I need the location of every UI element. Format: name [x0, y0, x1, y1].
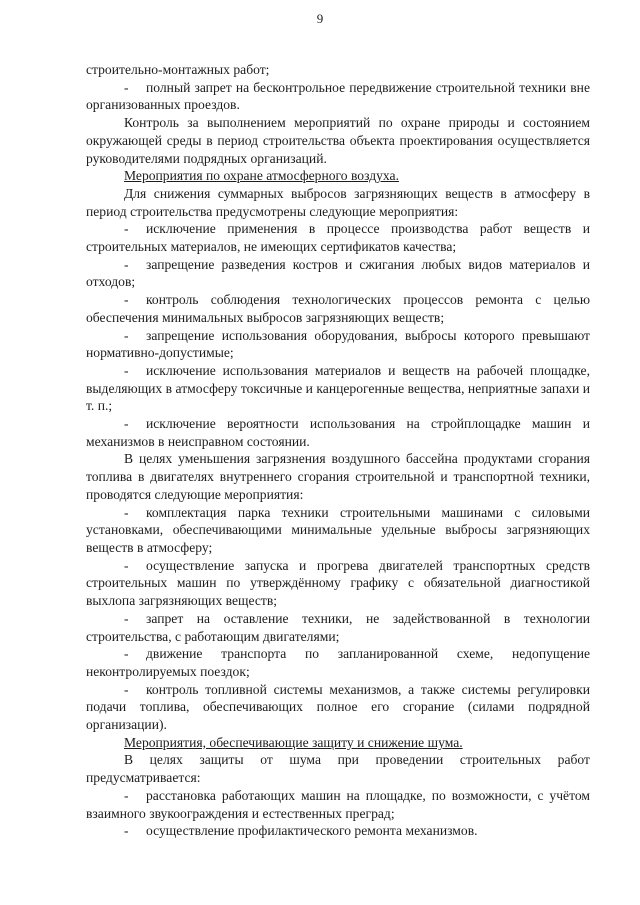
bullet-text: осуществление профилактического ремонта механизмов. [146, 823, 478, 839]
bullet-item [86, 822, 590, 840]
bullet-text: движение транспорта по запланированной схеме, недопущение неконтролируемых поездок; [86, 646, 590, 679]
body-text [86, 61, 590, 840]
bullet-item [86, 362, 590, 415]
bullet-text: исключение применения в процессе производства работ веществ и строительных материалов, не имеющих сертификатов качества; [86, 221, 590, 255]
bullet-item [86, 557, 590, 610]
dash-marker: - [124, 221, 129, 237]
dash-marker: - [124, 256, 129, 272]
section-heading-noise [86, 734, 590, 752]
section-heading-air [86, 167, 590, 185]
dash-marker: - [124, 79, 129, 95]
bullet-text: запрет на оставление техники, не задействованной в технологии строительства, с работающим двигателями; [86, 610, 590, 644]
bullet-item [86, 291, 590, 326]
paragraph-noise-intro: В целях защиты от шума при проведении строительных работ предусматривается: [86, 752, 590, 786]
bullet-text: исключение вероятности использования на стройплощадке машин и механизмов в неисправном состоянии. [86, 416, 590, 449]
bullet-item [86, 681, 590, 734]
dash-marker: - [124, 557, 129, 573]
bullet-text: запрещение разведения костров и сжигания любых видов материалов и отходов; [86, 256, 590, 290]
bullet-text: исключение использования материалов и веществ на рабочей площадке, выделяющих в атмосферу токсичные и канцерогенные вещества, неприятные запахи и т. п.; [86, 362, 590, 414]
bullet-item [86, 220, 590, 255]
dash-marker: - [124, 681, 129, 697]
paragraph-control: Контроль за выполнением мероприятий по охране природы и состоянием окружающей среды в период строительства объекта проектирования осуществляется руководителями подрядных организаций. [86, 115, 590, 166]
section-heading-air-text: Мероприятия по охране атмосферного воздуха. [124, 168, 399, 184]
dash-marker: - [124, 610, 129, 626]
dash-marker: - [124, 504, 129, 520]
dash-marker: - [124, 327, 129, 343]
page-number: 9 [316, 11, 324, 26]
bullet-text: комплектация парка техники строительными машинами с силовыми установками, обеспечивающими минимальные удельные выбросы загрязняющих веществ в атмосферу; [86, 504, 590, 555]
bullet-item [86, 610, 590, 645]
paragraph-continuation: строительно-монтажных работ; [86, 62, 270, 77]
bullet-text: полный запрет на бесконтрольное передвижение строительной техники вне организованных проездов. [86, 79, 590, 113]
bullet-item [86, 256, 590, 291]
paragraph-air-intro: Для снижения суммарных выбросов загрязняющих веществ в атмосферу в период строительства предусмотрены следующие мероприятия: [86, 185, 590, 219]
dash-marker: - [124, 416, 129, 432]
dash-marker: - [124, 362, 129, 378]
dash-marker: - [124, 823, 129, 839]
bullet-text: расстановка работающих машин на площадке, по возможности, с учётом взаимного звукоограждения и естественных преград; [86, 787, 590, 821]
bullet-item [86, 79, 590, 114]
bullet-item [86, 327, 590, 362]
dash-marker: - [124, 646, 129, 662]
bullet-item [86, 787, 590, 822]
bullet-text: запрещение использования оборудования, выбросы которого превышают нормативно-допустимые; [86, 327, 590, 361]
dash-marker: - [124, 787, 129, 803]
bullet-item [86, 415, 590, 450]
bullet-text: осуществление запуска и прогрева двигателей транспортных средств строительных машин по утверждённому графику с обязательной диагностикой выхлопа загрязняющих веществ; [86, 557, 590, 609]
bullet-text: контроль соблюдения технологических процессов ремонта с целью обеспечения минимальных выбросов загрязняющих веществ; [86, 292, 590, 325]
dash-marker: - [124, 292, 129, 308]
paragraph-combustion-intro: В целях уменьшения загрязнения воздушного бассейна продуктами сгорания топлива в двигателях внутреннего сгорания строительной и транспортной техники, проводятся следующие мероприятия: [86, 451, 590, 502]
bullet-item [86, 645, 590, 680]
section-heading-noise-text: Мероприятия, обеспечивающие защиту и снижение шума. [124, 734, 463, 750]
bullet-item [86, 504, 590, 557]
bullet-text: контроль топливной системы механизмов, а также системы регулировки подачи топлива, обеспечивающих полное его сгорание (силами подрядной организации). [86, 681, 590, 733]
